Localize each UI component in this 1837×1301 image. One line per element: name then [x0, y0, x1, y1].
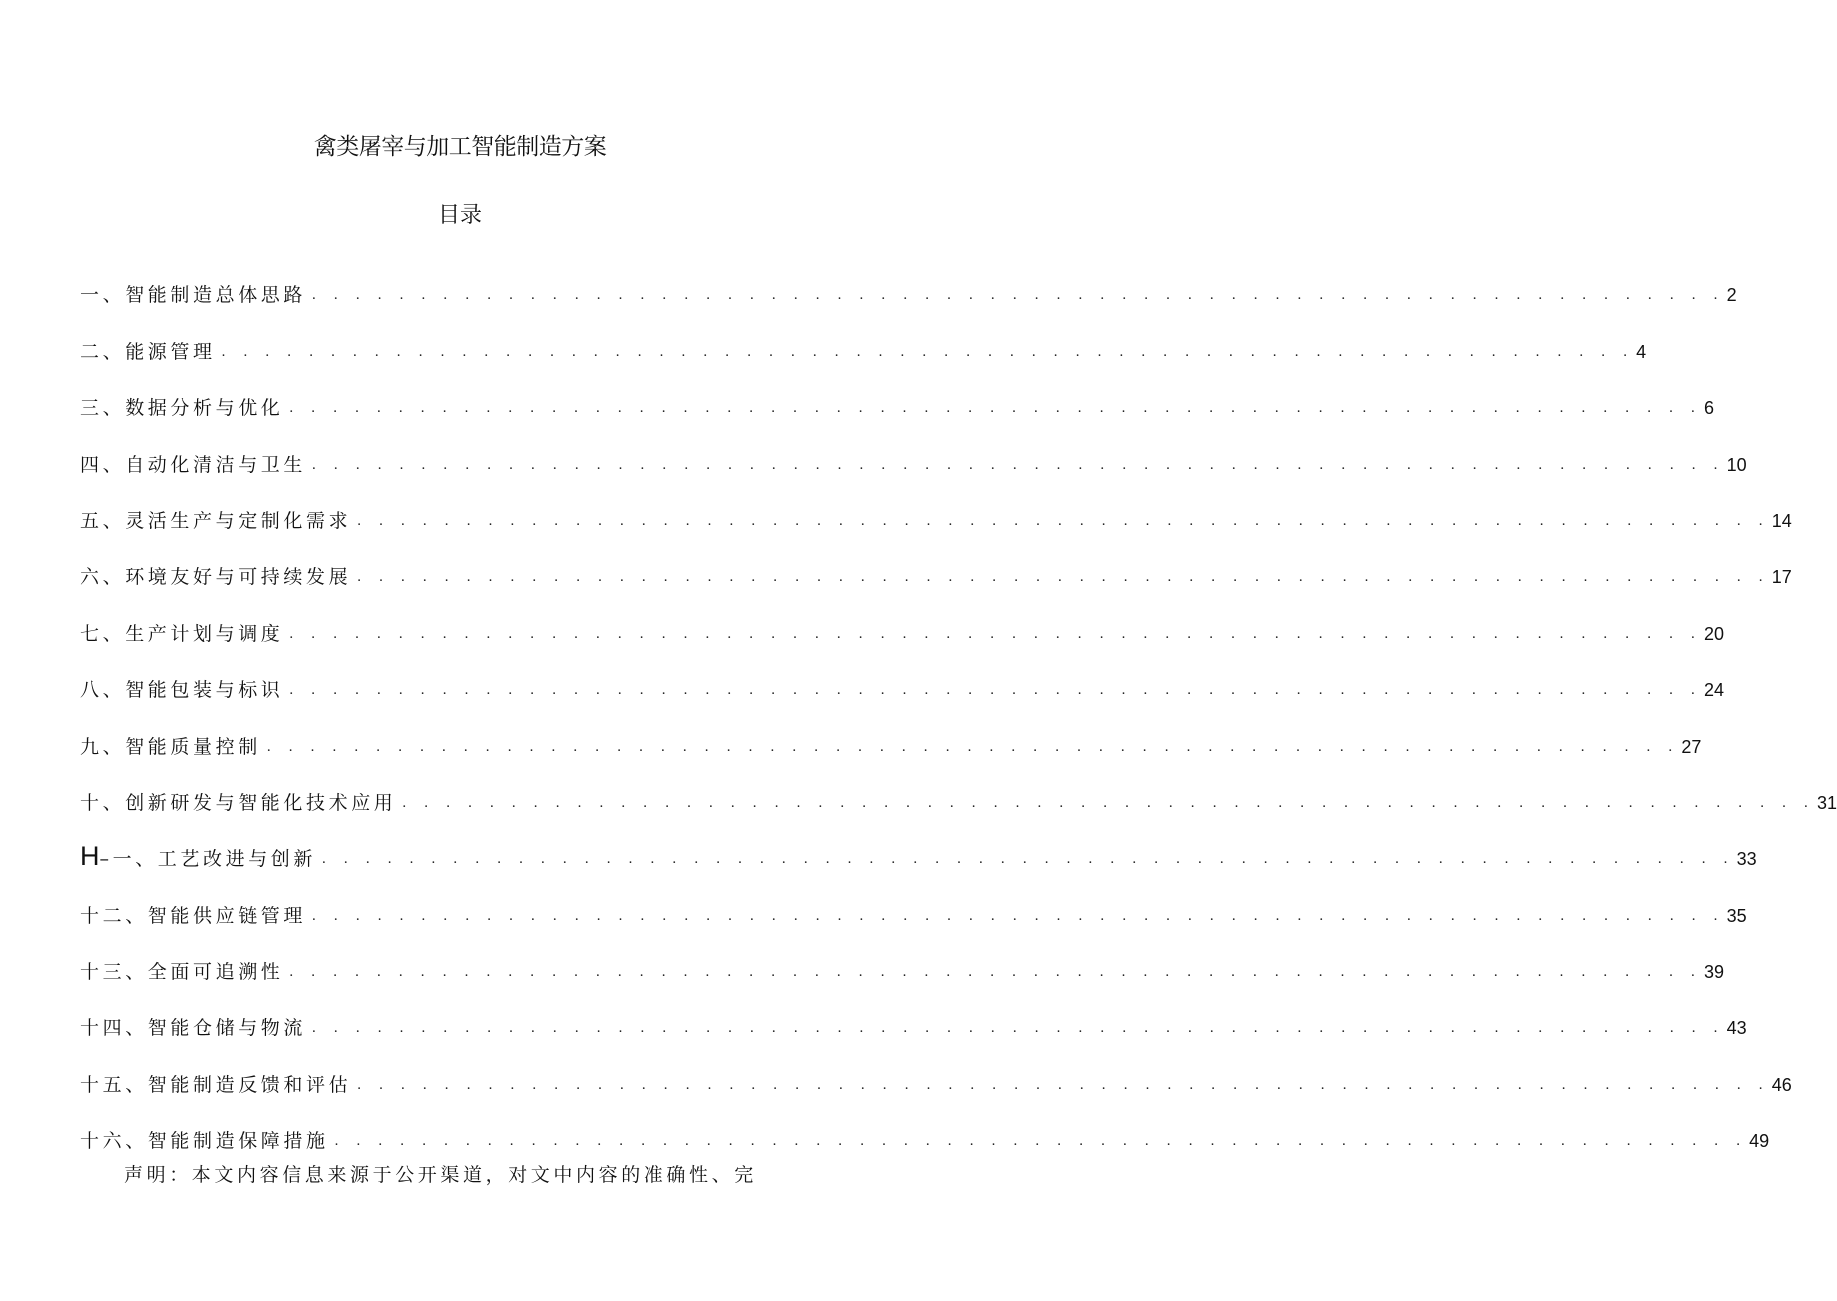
toc-entry-13[interactable] — [80, 931, 1724, 987]
toc-page-number: 17 — [1771, 567, 1792, 588]
toc-entry-3[interactable] — [80, 367, 1714, 423]
toc-entry-label: 十二、智能供应链管理 — [80, 904, 307, 927]
toc-entry-15[interactable] — [80, 1043, 1792, 1099]
toc-entry-label: 十五、智能制造反馈和评估 — [80, 1073, 352, 1096]
toc-entry-1[interactable] — [80, 254, 1737, 310]
toc-page-number: 2 — [1726, 285, 1737, 306]
toc-dot-leader: . . . . . . . . . . . . . . . . . . . . . . . . . . . . . . . . . . . . . . . . . . . . . . . . . . . . . . . . . . . . . . . . . — [266, 738, 1680, 755]
toc-entry-label-text: –一、工艺改进与创新 — [99, 848, 317, 871]
toc-page-number: 39 — [1703, 962, 1724, 983]
toc-entry-label: 九、智能质量控制 — [80, 735, 261, 758]
table-of-contents — [80, 254, 1837, 1156]
disclaimer-text: 声明：本文内容信息来源于公开渠道，对文中内容的准确性、完 — [124, 1164, 757, 1186]
toc-page-number: 33 — [1736, 849, 1757, 870]
toc-dot-leader: . . . . . . . . . . . . . . . . . . . . . . . . . . . . . . . . . . . . . . . . . . . . . . . . . . . . . . . . . . . . . . . . . — [312, 287, 1725, 304]
toc-entry-4[interactable] — [80, 423, 1747, 479]
toc-heading: 目录 — [437, 203, 482, 228]
toc-dot-leader: . . . . . . . . . . . . . . . . . . . . . . . . . . . . . . . . . . . . . . . . . . . . . . . . . . . . . . . . . . . . . . . . . — [322, 851, 1735, 868]
toc-entry-prefix: H — [80, 841, 100, 872]
toc-page-number: 24 — [1703, 680, 1724, 701]
toc-dot-leader: . . . . . . . . . . . . . . . . . . . . . . . . . . . . . . . . . . . . . . . . . . . . . . . . . . . . . . . . . . . . . . . . . — [357, 512, 1770, 529]
toc-entry-7[interactable] — [80, 592, 1724, 648]
toc-entry-6[interactable] — [80, 536, 1792, 592]
toc-entry-label: 十、创新研发与智能化技术应用 — [80, 791, 397, 814]
toc-entry-14[interactable] — [80, 987, 1747, 1043]
toc-page-number: 43 — [1726, 1018, 1747, 1039]
toc-entry-label: 六、环境友好与可持续发展 — [80, 566, 352, 589]
toc-page-number: 27 — [1681, 736, 1702, 757]
toc-page-number: 31 — [1816, 792, 1837, 813]
toc-entry-9[interactable] — [80, 705, 1702, 761]
toc-entry-label: 八、智能包装与标识 — [80, 679, 284, 702]
toc-page-number: 10 — [1726, 454, 1747, 475]
toc-page-number: 20 — [1703, 623, 1724, 644]
toc-entry-label: 四、自动化清洁与卫生 — [80, 453, 307, 476]
toc-dot-leader: . . . . . . . . . . . . . . . . . . . . . . . . . . . . . . . . . . . . . . . . . . . . . . . . . . . . . . . . . . . . . . . . . — [357, 569, 1770, 586]
toc-entry-label: 十四、智能仓储与物流 — [80, 1017, 307, 1040]
toc-entry-label: 五、灵活生产与定制化需求 — [80, 509, 352, 532]
toc-page-number: 14 — [1771, 510, 1792, 531]
toc-entry-5[interactable] — [80, 480, 1792, 536]
toc-entry-label — [80, 841, 316, 874]
toc-dot-leader: . . . . . . . . . . . . . . . . . . . . . . . . . . . . . . . . . . . . . . . . . . . . . . . . . . . . . . . . . . . . . . . . . — [289, 400, 1702, 417]
toc-entry-11[interactable] — [80, 818, 1757, 874]
toc-page-number: 46 — [1771, 1074, 1792, 1095]
toc-entry-label: 十六、智能制造保障措施 — [80, 1130, 329, 1153]
toc-entry-12[interactable] — [80, 874, 1747, 930]
toc-page-number: 4 — [1636, 341, 1647, 362]
toc-dot-leader: . . . . . . . . . . . . . . . . . . . . . . . . . . . . . . . . . . . . . . . . . . . . . . . . . . . . . . . . . . . . . . . . . — [357, 1076, 1770, 1093]
toc-entry-16[interactable] — [80, 1100, 1770, 1156]
toc-dot-leader: . . . . . . . . . . . . . . . . . . . . . . . . . . . . . . . . . . . . . . . . . . . . . . . . . . . . . . . . . . . . . . . . . — [402, 794, 1815, 811]
toc-page-number: 49 — [1749, 1131, 1770, 1152]
toc-entry-label: 三、数据分析与优化 — [80, 397, 284, 420]
toc-dot-leader: . . . . . . . . . . . . . . . . . . . . . . . . . . . . . . . . . . . . . . . . . . . . . . . . . . . . . . . . . . . . . . . . . — [312, 456, 1725, 473]
document-title: 禽类屠宰与加工智能制造方案 — [313, 134, 607, 160]
toc-dot-leader: . . . . . . . . . . . . . . . . . . . . . . . . . . . . . . . . . . . . . . . . . . . . . . . . . . . . . . . . . . . . . . . . . — [312, 1020, 1725, 1037]
toc-entry-label: 一、智能制造总体思路 — [80, 284, 307, 307]
toc-entry-label: 十三、全面可追溯性 — [80, 961, 284, 984]
toc-dot-leader: . . . . . . . . . . . . . . . . . . . . . . . . . . . . . . . . . . . . . . . . . . . . . . . . . . . . . . . . . . . . . . . . . — [289, 682, 1702, 699]
toc-entry-2[interactable] — [80, 310, 1647, 366]
toc-page-number: 35 — [1726, 905, 1747, 926]
toc-dot-leader: . . . . . . . . . . . . . . . . . . . . . . . . . . . . . . . . . . . . . . . . . . . . . . . . . . . . . . . . . . . . . . . . . — [334, 1133, 1748, 1150]
toc-page-number: 6 — [1703, 398, 1714, 419]
toc-dot-leader: . . . . . . . . . . . . . . . . . . . . . . . . . . . . . . . . . . . . . . . . . . . . . . . . . . . . . . . . . . . . . . . . . — [289, 964, 1702, 981]
toc-entry-10[interactable] — [80, 762, 1837, 818]
toc-entry-label: 七、生产计划与调度 — [80, 622, 284, 645]
toc-dot-leader: . . . . . . . . . . . . . . . . . . . . . . . . . . . . . . . . . . . . . . . . . . . . . . . . . . . . . . . . . . . . . . . . . — [289, 625, 1702, 642]
toc-entry-8[interactable] — [80, 649, 1724, 705]
toc-dot-leader: . . . . . . . . . . . . . . . . . . . . . . . . . . . . . . . . . . . . . . . . . . . . . . . . . . . . . . . . . . . . . . . . . — [221, 343, 1635, 360]
toc-dot-leader: . . . . . . . . . . . . . . . . . . . . . . . . . . . . . . . . . . . . . . . . . . . . . . . . . . . . . . . . . . . . . . . . . — [312, 907, 1725, 924]
toc-entry-label: 二、能源管理 — [80, 340, 216, 363]
